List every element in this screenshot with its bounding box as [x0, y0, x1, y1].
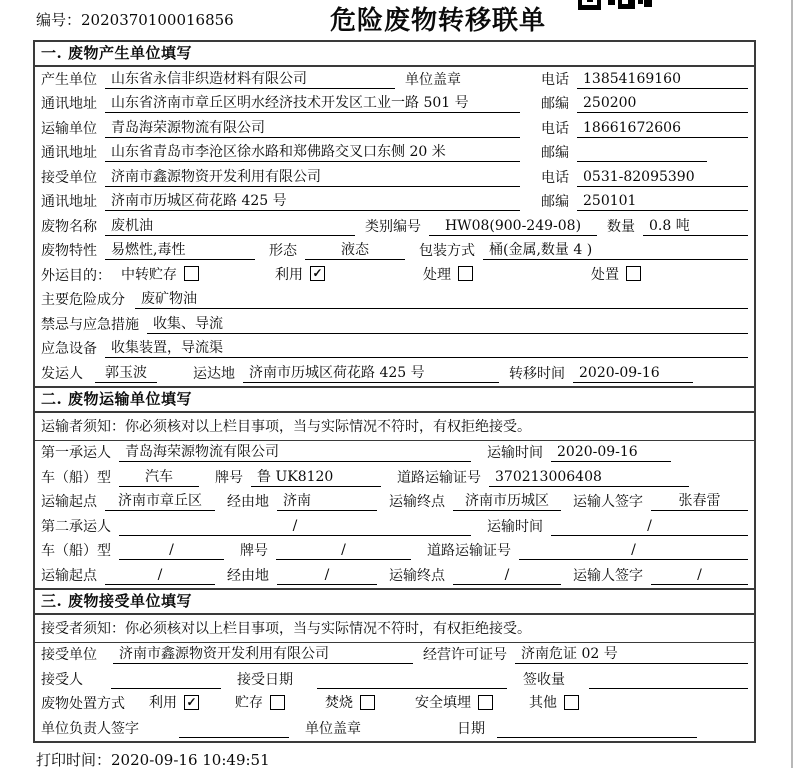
option-transfer-storage: [121, 264, 199, 284]
plate1-label: 牌号: [215, 469, 243, 486]
row-taboo-measures: [35, 312, 754, 337]
row-acceptor: [35, 667, 754, 692]
transporter-notice: 运输者须知：你必须核对以上栏目事项，当与实际情况不符时，有权拒绝接受。: [35, 413, 754, 441]
option-disposal-store: [235, 692, 285, 712]
road-license1-label: 道路运输证号: [397, 469, 481, 486]
vehicle1-type-label: 车（船）型: [41, 469, 111, 486]
row-receiver: [35, 165, 754, 190]
row-producer-address: [35, 92, 754, 117]
signed-qty-field: [589, 671, 748, 689]
option-utilize: [275, 264, 325, 284]
option-dispose: [591, 264, 641, 284]
receiver-phone-field: 0531-82095390: [577, 168, 748, 187]
shipper-field: 郭玉波: [95, 364, 157, 383]
receiver-address-label: 通讯地址: [41, 194, 97, 210]
section3-header: 三. 废物接受单位填写: [35, 588, 754, 615]
head-signature-label: 单位负责人签字: [41, 720, 139, 737]
shipper-label: 发运人: [41, 365, 83, 382]
manifest-form: [33, 40, 756, 743]
checkbox-disposal-store: [270, 695, 285, 710]
option-transfer-storage-label: 中转贮存: [121, 266, 177, 283]
transporter-field: 青岛海荣源物流有限公司: [105, 119, 520, 138]
hazard-components-field: 废矿物油: [135, 290, 748, 309]
checkbox-treat: [458, 266, 473, 281]
receiver-label: 接受单位: [41, 169, 97, 186]
sign2-label: 运输人签字: [573, 567, 643, 584]
print-time-label: 打印时间：: [36, 751, 112, 768]
serial-value: 2020370100016856: [81, 11, 234, 29]
end1-field: 济南市历城区: [453, 492, 561, 511]
option-utilize-label: 利用: [275, 266, 303, 283]
transport-time2-label: 运输时间: [487, 518, 543, 535]
transport-time2-field: /: [551, 517, 748, 536]
row-waste-name: [35, 214, 754, 239]
permit-field: 济南危证 02 号: [515, 645, 748, 664]
origin2-label: 运输起点: [41, 567, 97, 584]
option-disposal-store-label: 贮存: [235, 695, 263, 711]
option-disposal-incinerate-label: 焚烧: [325, 695, 353, 711]
row-transfer-purpose: [35, 263, 754, 288]
physical-form-field: 液态: [305, 241, 405, 260]
option-disposal-other-label: 其他: [529, 695, 557, 711]
unit-seal2-label: 单位盖章: [305, 720, 361, 737]
destination-label: 运达地: [193, 365, 235, 382]
option-treat-label: 处理: [423, 266, 451, 283]
producer-address-label: 通讯地址: [41, 96, 97, 112]
row-carrier1: [35, 441, 754, 466]
option-disposal-utilize-label: 利用: [149, 695, 177, 711]
section1-header: 一. 废物产生单位填写: [35, 42, 754, 67]
sign2-field: /: [651, 566, 748, 585]
checkbox-transfer-storage: [184, 266, 199, 281]
qr-code-fragment: [578, 0, 652, 10]
signed-qty-label: 签收量: [523, 671, 565, 688]
road-license2-field: /: [519, 541, 748, 560]
receiver-notice: 接受者须知：你必须核对以上栏目事项，当与实际情况不符时，有权拒绝接受。: [35, 615, 754, 643]
page-title: 危险废物转移联单: [330, 6, 547, 36]
plate2-field: /: [276, 541, 411, 560]
transfer-time-field: 2020-09-16: [573, 364, 693, 383]
waste-properties-label: 废物特性: [41, 243, 97, 259]
row-emergency-equipment: [35, 337, 754, 362]
option-disposal-utilize: [149, 692, 199, 712]
origin1-label: 运输起点: [41, 494, 97, 510]
transporter-phone-label: 电话: [541, 120, 569, 137]
option-treat: [423, 264, 473, 284]
taboo-measures-label: 禁忌与应急措施: [41, 316, 139, 333]
plate1-field: 鲁 UK8120: [251, 468, 381, 487]
print-time: [36, 749, 270, 768]
option-disposal-other: [529, 692, 579, 712]
checkbox-utilize: ✓: [310, 266, 325, 281]
option-disposal-incinerate: [325, 692, 375, 712]
sign1-label: 运输人签字: [573, 494, 643, 510]
emergency-equipment-field: 收集装置，导流渠: [105, 339, 748, 358]
row-receiver-address: [35, 190, 754, 215]
carrier1-field: 青岛海荣源物流有限公司: [119, 443, 471, 462]
transporter-zip-label: 邮编: [541, 145, 569, 161]
row-dispatch: [35, 361, 754, 386]
producer-zip-field: 250200: [577, 94, 748, 113]
row-vehicle1: [35, 465, 754, 490]
transporter-address-label: 通讯地址: [41, 145, 97, 161]
end1-label: 运输终点: [389, 494, 445, 510]
transfer-purpose-label: 外运目的：: [41, 267, 111, 284]
checkbox-disposal-utilize: ✓: [184, 695, 199, 710]
physical-form-label: 形态: [269, 243, 297, 259]
producer-label: 产生单位: [41, 71, 97, 88]
producer-field: 山东省永信非织造材料有限公司: [105, 70, 395, 89]
end2-label: 运输终点: [389, 567, 445, 584]
transport-time1-field: 2020-09-16: [551, 443, 671, 462]
sign-date-label: 日期: [457, 720, 485, 737]
sign1-field: 张春雷: [651, 492, 748, 511]
row-vehicle2: [35, 539, 754, 564]
quantity-label: 数量: [607, 218, 635, 235]
row-route1: [35, 490, 754, 515]
row-waste-properties: [35, 239, 754, 264]
option-disposal-landfill: [415, 692, 493, 712]
emergency-equipment-label: 应急设备: [41, 341, 97, 357]
row-head-signature: [35, 716, 754, 741]
waste-name-label: 废物名称: [41, 218, 97, 235]
producer-phone-field: 13854169160: [577, 70, 748, 89]
road-license1-field: 370213006408: [489, 468, 689, 487]
head-signature-field: [179, 720, 289, 738]
category-code-field: HW08(900-249-08): [429, 217, 597, 236]
accept-date-field: [317, 671, 507, 689]
unit-seal-label: 单位盖章: [405, 71, 461, 88]
taboo-measures-field: 收集、导流: [147, 315, 748, 334]
transport-time1-label: 运输时间: [487, 445, 543, 461]
via2-label: 经由地: [227, 567, 269, 584]
section2-header: 二. 废物运输单位填写: [35, 386, 754, 413]
origin2-field: /: [105, 566, 215, 585]
sign-date-field: [497, 720, 697, 738]
checkbox-disposal-other: [564, 695, 579, 710]
accept-unit-field: 济南市鑫源物资开发利用有限公司: [113, 645, 413, 664]
row-accept-unit: [35, 643, 754, 668]
transporter-phone-field: 18661672606: [577, 119, 748, 138]
acceptor-label: 接受人: [41, 671, 83, 688]
row-transporter-address: [35, 141, 754, 166]
via1-label: 经由地: [227, 494, 269, 510]
via1-field: 济南: [277, 492, 377, 511]
accept-unit-label: 接受单位: [41, 647, 97, 663]
origin1-field: 济南市章丘区: [105, 492, 215, 511]
acceptor-field: [111, 671, 221, 689]
packaging-field: 桶(金属,数量 4 ): [483, 241, 748, 260]
transporter-zip-field: [577, 144, 707, 162]
checkbox-dispose: [626, 266, 641, 281]
row-hazard-components: [35, 288, 754, 313]
producer-zip-label: 邮编: [541, 96, 569, 112]
plate2-label: 牌号: [240, 543, 268, 559]
waste-name-field: 废机油: [105, 217, 355, 236]
via2-field: /: [277, 566, 377, 585]
row-disposal-method: [35, 692, 754, 717]
producer-address-field: 山东省济南市章丘区明水经济技术开发区工业一路 501 号: [105, 94, 520, 113]
receiver-field: 济南市鑫源物资开发利用有限公司: [105, 168, 520, 187]
destination-field: 济南市历城区荷花路 425 号: [243, 364, 499, 383]
checkbox-disposal-landfill: [478, 695, 493, 710]
receiver-phone-label: 电话: [541, 169, 569, 186]
receiver-zip-label: 邮编: [541, 194, 569, 210]
vehicle2-type-label: 车（船）型: [41, 543, 111, 559]
print-time-value: 2020-09-16 10:49:51: [111, 751, 270, 768]
packaging-label: 包装方式: [419, 243, 475, 259]
carrier1-label: 第一承运人: [41, 445, 111, 461]
row-transporter: [35, 116, 754, 141]
disposal-method-label: 废物处置方式: [41, 696, 125, 712]
transfer-time-label: 转移时间: [509, 365, 565, 382]
serial-label: 编号：: [36, 11, 82, 29]
carrier2-field: /: [119, 517, 471, 536]
receiver-zip-field: 250101: [577, 192, 748, 211]
checkbox-disposal-incinerate: [360, 695, 375, 710]
option-disposal-landfill-label: 安全填埋: [415, 695, 471, 711]
row-producer: [35, 67, 754, 92]
waste-properties-field: 易燃性,毒性: [105, 241, 255, 260]
receiver-address-field: 济南市历城区荷花路 425 号: [105, 192, 520, 211]
page-edge-line: [791, 0, 793, 768]
row-route2: [35, 563, 754, 588]
end2-field: /: [453, 566, 561, 585]
carrier2-label: 第二承运人: [41, 518, 111, 535]
hazard-components-label: 主要危险成分: [41, 292, 125, 308]
transporter-address-field: 山东省青岛市李沧区徐水路和郑佛路交叉口东侧 20 米: [105, 143, 520, 162]
permit-label: 经营许可证号: [423, 647, 507, 663]
category-code-label: 类别编号: [365, 218, 421, 235]
vehicle2-type-field: /: [119, 541, 224, 560]
vehicle1-type-field: 汽车: [119, 468, 199, 487]
row-carrier2: [35, 514, 754, 539]
quantity-field: 0.8 吨: [643, 217, 748, 236]
option-dispose-label: 处置: [591, 266, 619, 283]
serial-number: [36, 9, 234, 30]
transporter-label: 运输单位: [41, 120, 97, 137]
producer-phone-label: 电话: [541, 71, 569, 88]
road-license2-label: 道路运输证号: [427, 543, 511, 559]
accept-date-label: 接受日期: [237, 671, 293, 688]
